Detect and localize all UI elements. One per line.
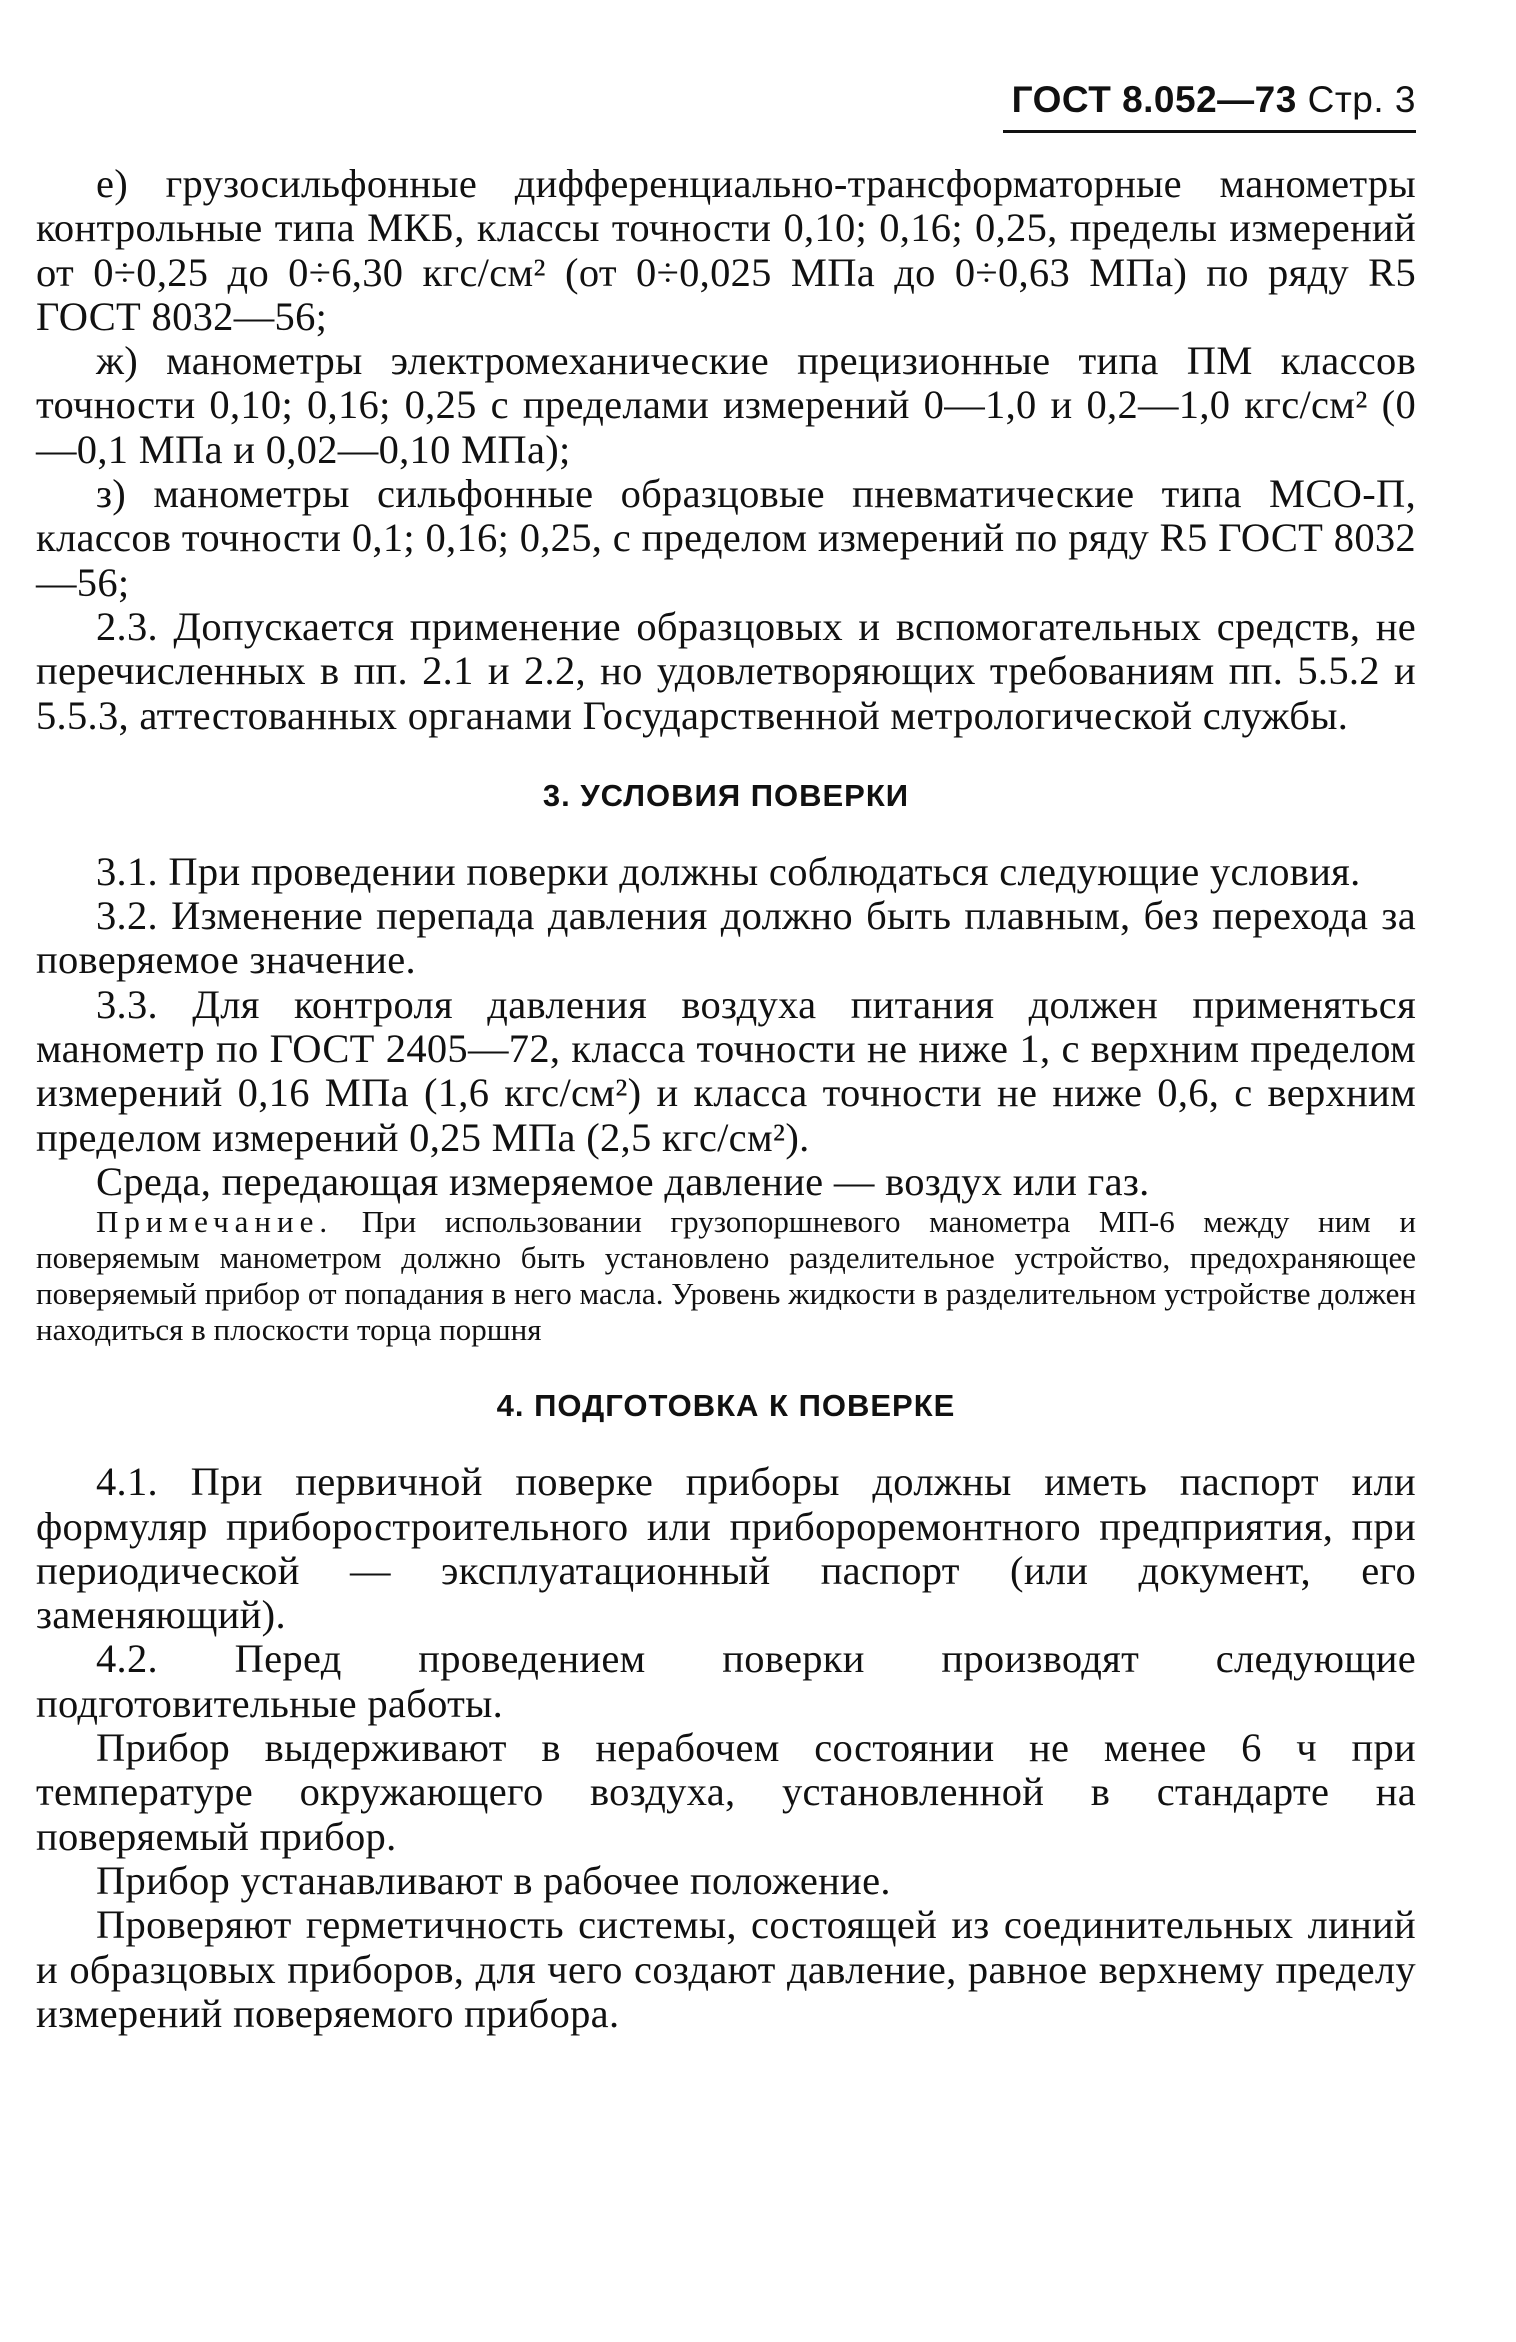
clause-3-3-paragraph: 3.3. Для контроля давления воздуха питания должен применяться манометр по ГОСТ 2405—72, класса точности не ниже 1, с верхним пределом измерений 0,16 МПа (1,6 кгс/см²) и класса точности не ниже 0,6, с верхним пределом измерений 0,25 МПа (2,5 кгс/см²). bbox=[36, 981, 1416, 1160]
page-header bbox=[1003, 78, 1416, 122]
item-zh-paragraph: ж) манометры электромеханические прецизионные типа ПМ классов точности 0,10; 0,16; 0,25 с пределами измерений 0—1,0 и 0,2—1,0 кгс/см² (0—0,1 МПа и 0,02—0,10 МПа); bbox=[36, 338, 1416, 472]
item-z-paragraph: з) манометры сильфонные образцовые пневматические типа МСО-П, классов точности 0,1; 0,16; 0,25, с пределом измерений по ряду R5 ГОСТ 8032—56; bbox=[36, 471, 1416, 605]
medium-paragraph: Среда, передающая измеряемое давление — воздух или газ. bbox=[96, 1158, 1150, 1204]
clause-2-3-paragraph: 2.3. Допускается применение образцовых и вспомогательных средств, не перечисленных в пп. 2.1 и 2.2, но удовлетворяющих требованиям пп. 5.5.2 и 5.5.3, аттестованных органами Государственной метрологической службы. bbox=[36, 603, 1416, 738]
standard-code: ГОСТ 8.052—73 bbox=[1011, 79, 1297, 120]
document-body bbox=[36, 162, 1416, 2036]
installation-paragraph: Прибор устанавливают в рабочее положение. bbox=[96, 1857, 891, 1903]
leak-check-paragraph: Проверяют герметичность системы, состоящей из соединительных линий и образцовых приборов, для чего создают давление, равное верхнему пределу измерений поверяемого прибора. bbox=[36, 1902, 1416, 2036]
section-3-title: 3. УСЛОВИЯ ПОВЕРКИ bbox=[542, 777, 910, 813]
header-rule bbox=[1003, 130, 1416, 133]
note-lead: Примечание. bbox=[96, 1204, 334, 1240]
clause-4-1-paragraph: 4.1. При первичной поверке приборы должны иметь паспорт или формуляр приборостроительного или прибороремонтного предприятия, при периодической — эксплуатационный паспорт (или документ, его заменяющий). bbox=[36, 1459, 1416, 1638]
page-number: Стр. 3 bbox=[1307, 79, 1416, 120]
conditioning-paragraph: Прибор выдерживают в нерабочем состоянии не менее 6 ч при температуре окружающего воздуха, установленной в стандарте на поверяемый прибор. bbox=[36, 1725, 1416, 1859]
section-4-title: 4. ПОДГОТОВКА К ПОВЕРКЕ bbox=[496, 1388, 956, 1424]
item-e-paragraph: е) грузосильфонные дифференциально-трансформаторные манометры контрольные типа МКБ, классы точности 0,10; 0,16; 0,25, пределы измерений от 0÷0,25 до 0÷6,30 кгс/см² (от 0÷0,025 МПа до 0÷0,63 МПа) по ряду R5 ГОСТ 8032—56; bbox=[36, 161, 1416, 339]
note-text: При использовании грузопоршневого манометра МП-6 между ним и поверяемым манометром должно быть установлено разделительное устройство, предохраняющее поверяемый прибор от попадания в него масла. Уровень жидкости в разделительном устройстве должен находиться в плоскости торца поршня bbox=[36, 1204, 1416, 1348]
clause-4-2-paragraph: 4.2. Перед проведением поверки производят следующие подготовительные работы. bbox=[36, 1636, 1416, 1726]
clause-3-2-paragraph: 3.2. Изменение перепада давления должно быть плавным, без перехода за поверяемое значение. bbox=[36, 893, 1416, 983]
section-3-note bbox=[36, 1204, 1416, 1348]
clause-3-1-paragraph: 3.1. При проведении поверки должны соблюдаться следующие условия. bbox=[96, 848, 1361, 894]
